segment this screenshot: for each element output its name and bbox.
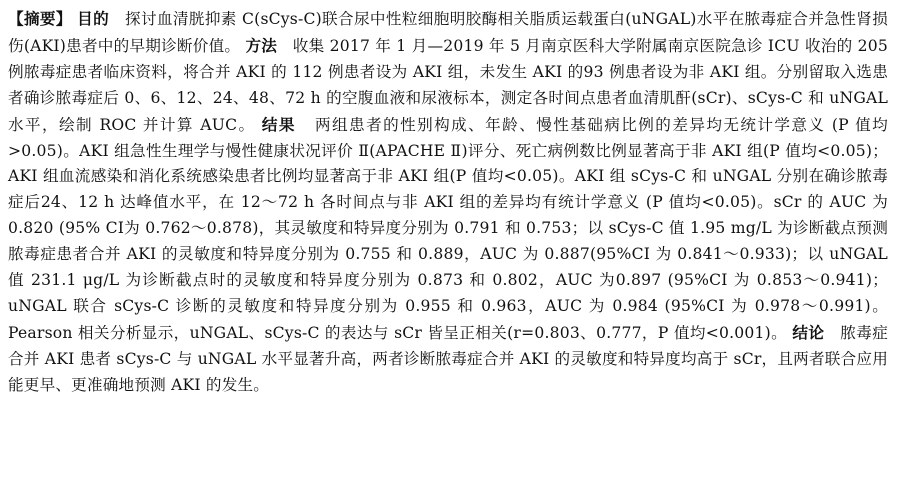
section-text-methods: 收集 2017 年 1 月—2019 年 5 月南京医科大学附属南京医院急诊 ICU 收治的 205 例脓毒症患者临床资料，将合并 AKI 的 112 例患者设为 AKI 组，未发生 AKI 的93 例患者设为非 AKI 组。分别留取入选患者确诊脓毒症后 0、6、12、24、48、72 h 的空腹血液和尿液标本，测定各时间点患者血清肌酐(sCr)、sCys-C 和 uNGAL 水平，绘制 ROC 并计算 AUC。 bbox=[8, 36, 889, 134]
section-text-results: 两组患者的性别构成、年龄、慢性基础病比例的差异均无统计学意义 (P 值均>0.05)。AKI 组急性生理学与慢性健康状况评价 Ⅱ(APACHE Ⅱ)评分、死亡病例数比例显著高于非 AKI 组(P 值均<0.05)；AKI 组血流感染和消化系统感染患者比例均显著高于非 AKI 组(P 值均<0.05)。AKI 组 sCys-C 和 uNGAL 分别在确诊脓毒症后24、12 h 达峰值水平，在 12～72 h 各时间点与非 AKI 组的差异均有统计学意义 (P 值均<0.05)。sCr 的 AUC 为 0.820 (95% CI为 0.762～0.878)，其灵敏度和特异度分别为 0.791 和 0.753；以 sCys-C 值 1.95 mg/L 为诊断截点预测脓毒症患者合并 AKI 的灵敏度和特异度分别为 0.755 和 0.889，AUC 为 0.887(95%CI 为 0.841～0.933)；以 uNGAL 值 231.1 μg/L 为诊断截点时的灵敏度和特异度分别为 0.873 和 0.802，AUC 为0.897 (95%CI 为 0.853～0.941)；uNGAL 联合 sCys-C 诊断的灵敏度和特异度分别为 0.955 和 0.963，AUC 为 0.984 (95%CI 为 0.978～0.991)。Pearson 相关分析显示，uNGAL、sCys-C 的表达与 sCr 皆呈正相关(r=0.803、0.777，P 值均<0.001)。 bbox=[8, 115, 888, 342]
section-heading-methods: 方法 bbox=[245, 35, 278, 55]
section-text-objective: 探讨血清胱抑素 C(sCys-C)联合尿中性粒细胞明胶酶相关脂质运载蛋白(uNGAL)水平在脓毒症合并急性肾损伤(AKI)患者中的早期诊断价值。 bbox=[8, 10, 888, 55]
section-heading-conclusion: 结论 bbox=[792, 322, 825, 342]
abstract-label: 【摘要】 bbox=[8, 9, 72, 28]
section-heading-results: 结果 bbox=[261, 114, 296, 134]
abstract-paragraph bbox=[8, 6, 888, 399]
section-text-conclusion: 脓毒症合并 AKI 患者 sCys-C 与 uNGAL 水平显著升高，两者诊断脓毒症合并 AKI 的灵敏度和特异度均高于 sCr，且两者联合应用能更早、更准确地预测 AKI 的发生。 bbox=[8, 323, 888, 394]
section-heading-objective: 目的 bbox=[77, 9, 110, 28]
